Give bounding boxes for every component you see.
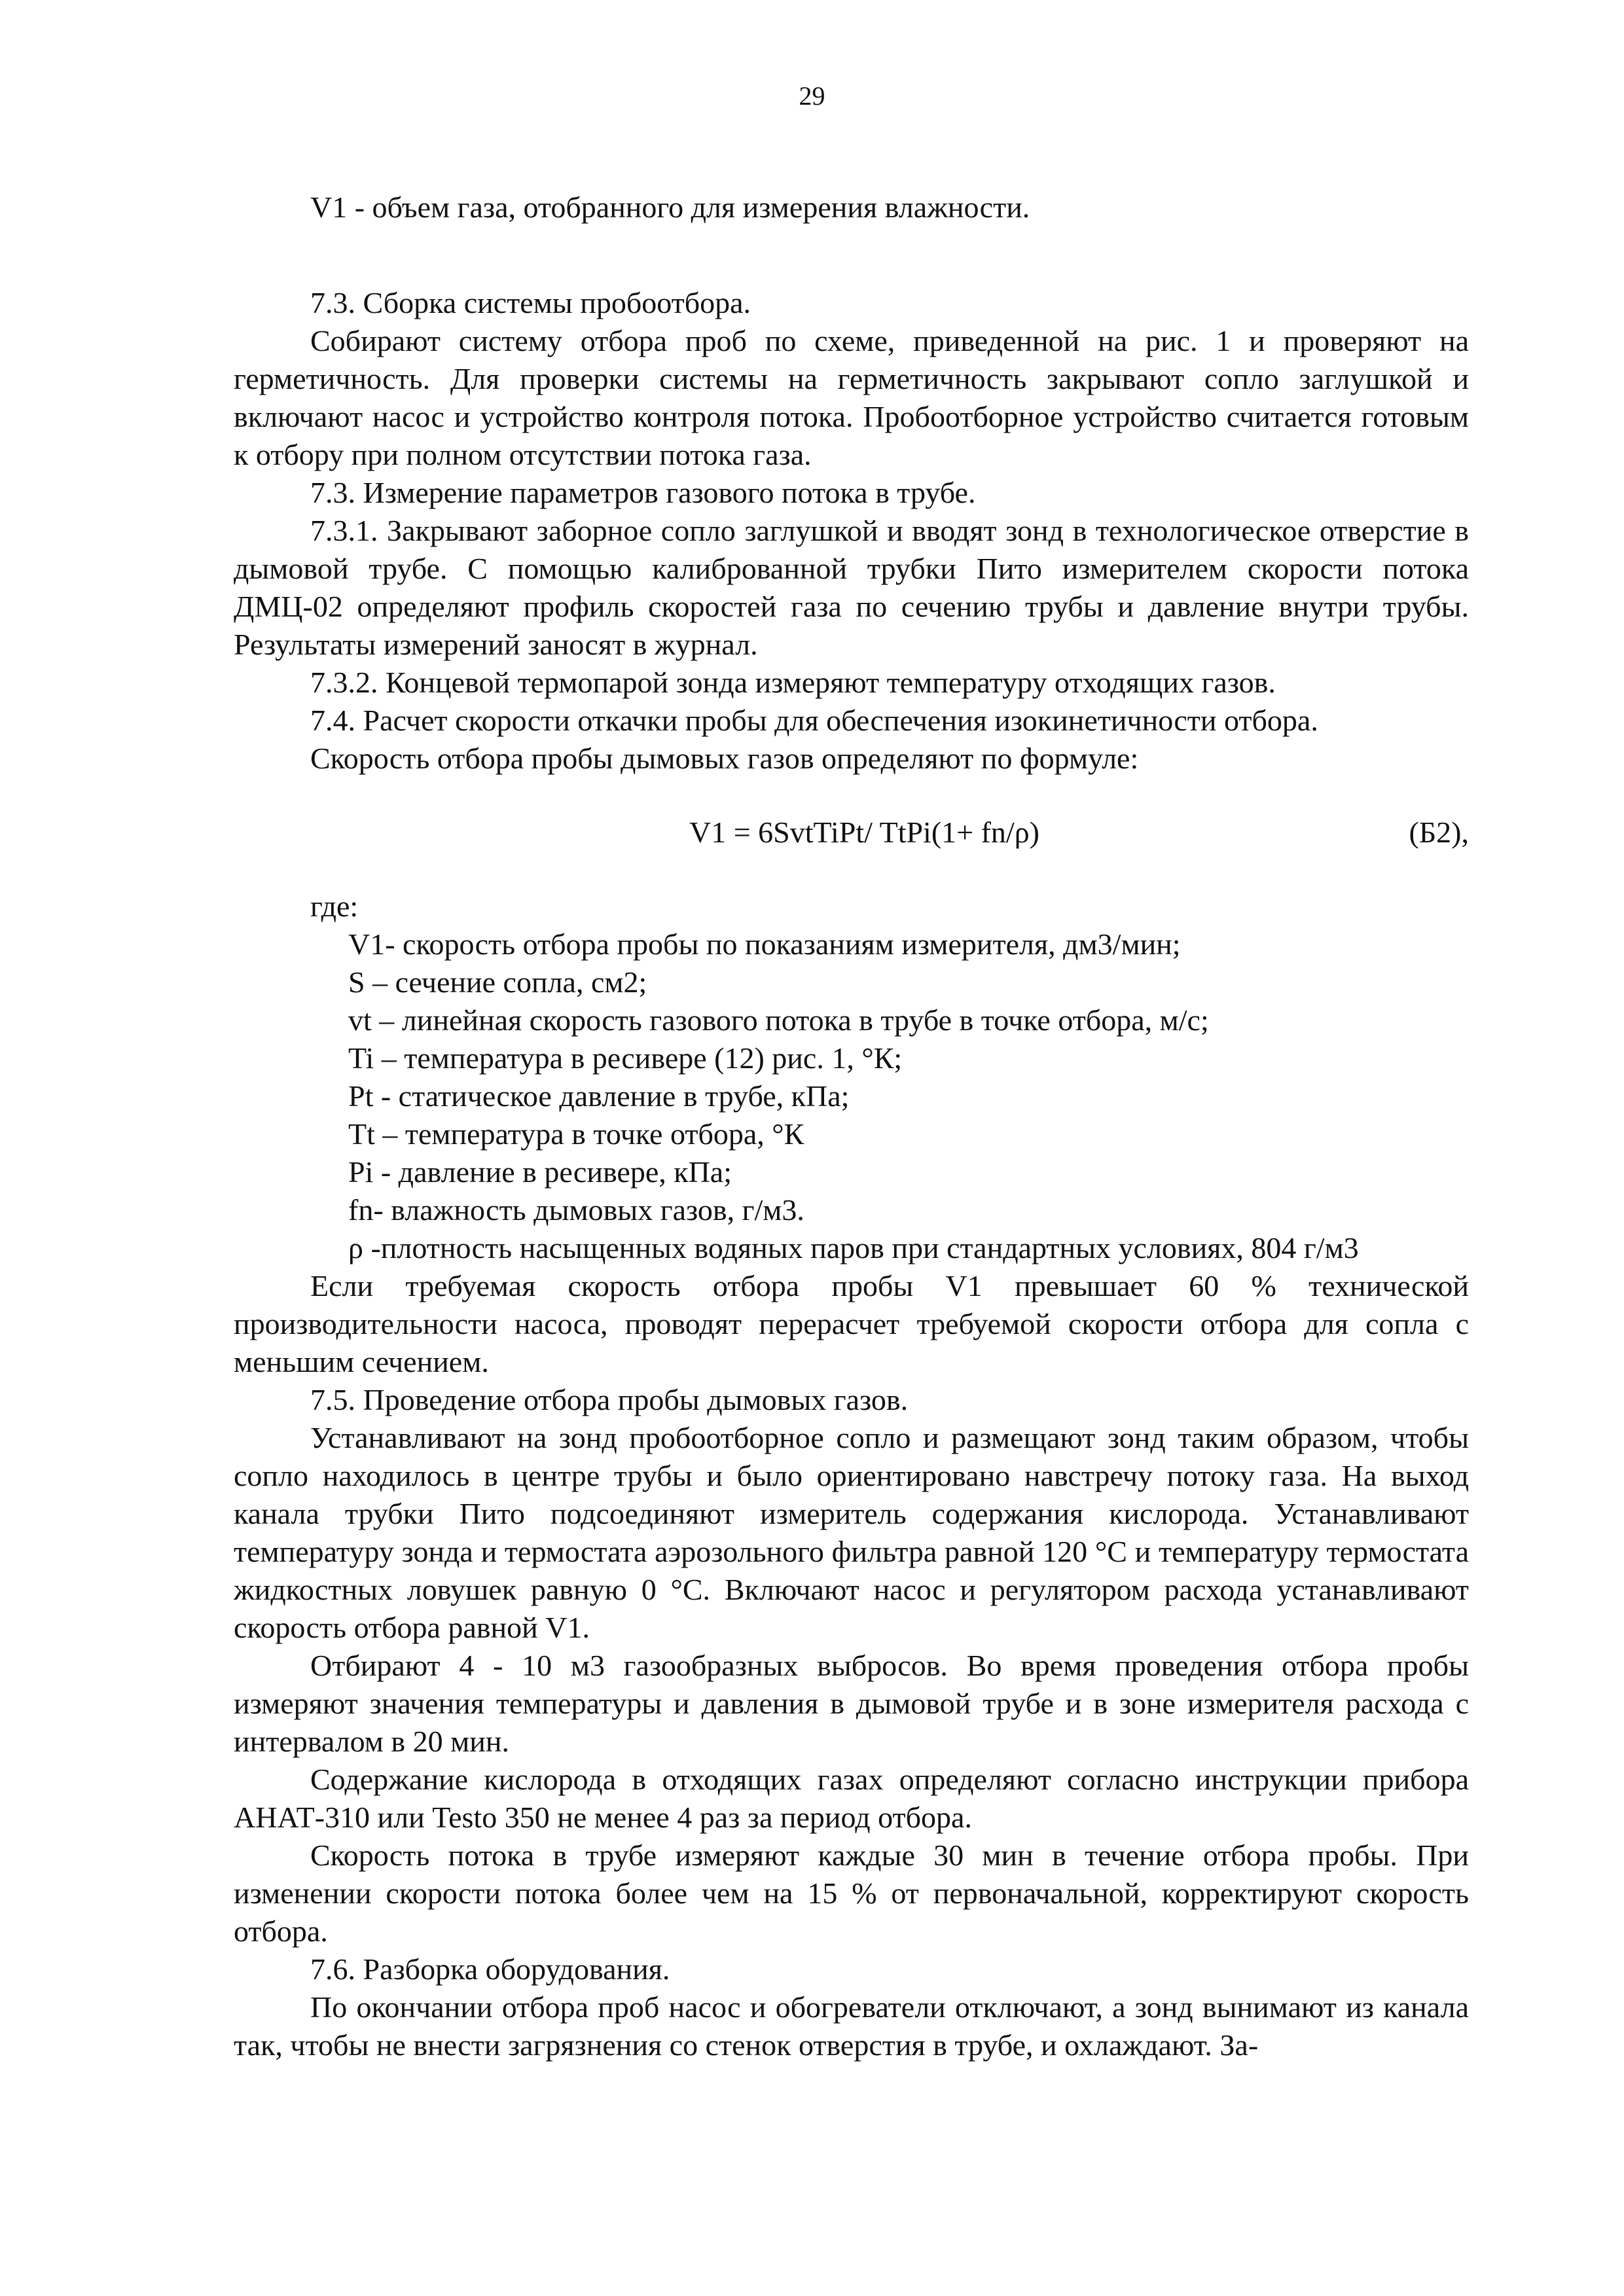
section-7-3-measure-title: 7.3. Измерение параметров газового потока в трубе. xyxy=(310,476,976,509)
definition-item: Ti – температура в ресивере (12) рис. 1, °К; xyxy=(348,1041,903,1075)
section-7-4-title: 7.4. Расчет скорости откачки пробы для обеспечения изокинетичности отбора. xyxy=(310,704,1318,737)
where-label: где: xyxy=(310,889,359,923)
section-7-6-title: 7.6. Разборка оборудования. xyxy=(310,1952,670,1986)
sampling-paragraph: Отбирают 4 - 10 м3 газообразных выбросов. Во время проведения отбора пробы измеряют значения температуры и давления в дымовой трубе и в зоне измерителя расхода с интервалом в 20 мин. xyxy=(234,1649,1469,1758)
formula-expression: V1 = 6SvtTiPt/ TtPi(1+ fn/ρ) xyxy=(689,816,1039,849)
flow-speed-paragraph: Скорость потока в трубе измеряют каждые 30 мин в течение отбора пробы. При изменении скорости потока более чем на 15 % от первоначальной, корректируют скорость отбора. xyxy=(234,1839,1469,1948)
section-7-3-title: 7.3. Сборка системы пробоотбора. xyxy=(310,286,751,319)
section-7-4-paragraph: Скорость отбора пробы дымовых газов определяют по формуле: xyxy=(310,742,1139,775)
definition-item: S – сечение сопла, см2; xyxy=(348,965,647,999)
definition-item: ρ -плотность насыщенных водяных паров при стандартных условиях, 804 г/м3 xyxy=(348,1231,1359,1265)
definition-item: V1- скорость отбора пробы по показаниям измерителя, дм3/мин; xyxy=(348,927,1181,961)
oxygen-paragraph: Содержание кислорода в отходящих газах определяют согласно инструкции прибора АНАТ-310 или Testo 350 не менее 4 раз за период отбора. xyxy=(234,1763,1469,1834)
section-7-5-title: 7.5. Проведение отбора пробы дымовых газов. xyxy=(310,1383,909,1416)
section-7-6-paragraph: По окончании отбора проб насос и обогреватели отключают, а зонд вынимают из канала так, чтобы не внести загрязнения со стенок отверстия в трубе, и охлаждают. За- xyxy=(234,1990,1469,2062)
section-7-3-1-paragraph: 7.3.1. Закрывают заборное сопло заглушкой и вводят зонд в технологическое отверстие в дымовой трубе. С помощью калиброванной трубки Пито измерителем скорости потока ДМЦ-02 определяют профиль скоростей газа по сечению трубы и давление внутри трубы. Результаты измерений заносят в журнал. xyxy=(234,514,1469,661)
definition-item: Pi - давление в ресивере, кПа; xyxy=(348,1155,732,1189)
formula-number: (Б2), xyxy=(1409,816,1469,849)
section-7-3-paragraph: Собирают систему отбора проб по схеме, приведенной на рис. 1 и проверяют на герметичность. Для проверки системы на герметичность закрывают сопло заглушкой и включают насос и устройство контроля потока. Пробоотборное устройство считается готовым к отбору при полном отсутствии потока газа. xyxy=(234,324,1469,471)
v1-note: V1 - объем газа, отобранного для измерения влажности. xyxy=(310,190,1030,224)
section-7-5-paragraph: Устанавливают на зонд пробоотборное сопло и размещают зонд таким образом, чтобы сопло находилось в центре трубы и было ориентировано навстречу потоку газа. На выход канала трубки Пито подсоединяют измеритель содержания кислорода. Устанавливают температуру зонда и термостата аэрозольного фильтра равной 120 °С и температуру термостата жидкостных ловушек равную 0 °С. Включают насос и регулятором расхода устанавливают скорость отбора равной V1. xyxy=(234,1421,1469,1644)
formula-b2 xyxy=(234,814,1469,852)
definition-item: Pt - статическое давление в трубе, кПа; xyxy=(348,1079,850,1113)
definition-item: fn- влажность дымовых газов, г/м3. xyxy=(348,1193,804,1227)
document-body xyxy=(234,188,1469,2064)
definition-item: vt – линейная скорость газового потока в трубе в точке отбора, м/с; xyxy=(348,1003,1209,1037)
page-number: 29 xyxy=(799,81,825,111)
excess-speed-paragraph: Если требуемая скорость отбора пробы V1 превышает 60 % технической производительности насоса, проводят перерасчет требуемой скорости отбора для сопла с меньшим сечением. xyxy=(234,1269,1469,1378)
definition-item: Tt – температура в точке отбора, °К xyxy=(348,1117,804,1151)
section-7-3-2-paragraph: 7.3.2. Концевой термопарой зонда измеряют температуру отходящих газов. xyxy=(310,666,1276,699)
definitions-list xyxy=(234,925,1469,1267)
